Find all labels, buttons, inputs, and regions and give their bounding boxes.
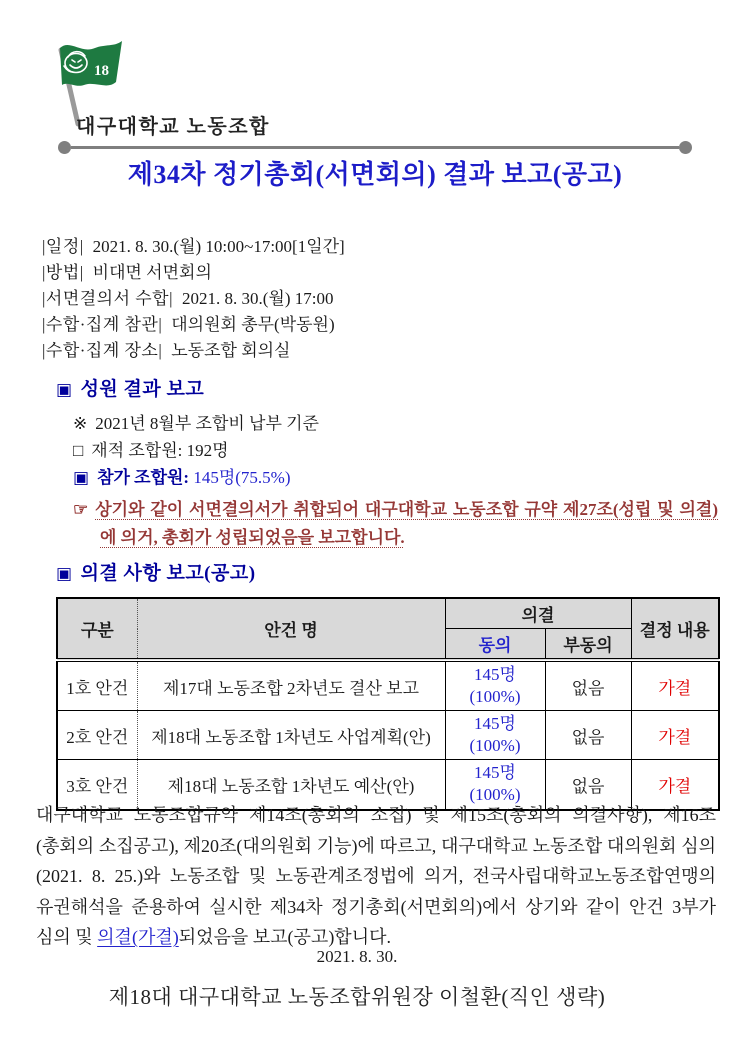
divider-line <box>71 146 679 149</box>
col-header-vote-group: 의결 <box>445 598 631 629</box>
dues-basis-line <box>73 410 718 437</box>
info-label: |수합·집계 참관| <box>42 315 163 334</box>
quorum-note-text: 상기와 같이 서면결의서가 취합되어 대구대학교 노동조합 규약 제27조(성립 및 의결)에 의거, 총회가 성립되었음을 보고합니다. <box>95 500 718 547</box>
cell-disagree: 없음 <box>545 660 631 711</box>
closing-text-part1: 대구대학교 노동조합규약 제14조(총회의 소집) 및 제15조(총회의 의결사항), 제16조(총회의 소집공고), 제20조(대의원회 기능)에 따르고, 대구대학교 노동조합 대의원회 심의(2021. 8. 25.)와 노동조합 및 노동관계조정법에 의거, 전국사립대학교노동조합연맹의 유권해석을 준용하여 실시한 제34차 정기총회(서면회의)에서 상기와 같이 안건 3부가 심의 및 <box>36 805 716 947</box>
enrolled-label: 재적 조합원: <box>91 441 183 460</box>
col-header-decision: 결정 내용 <box>631 598 719 660</box>
empty-square-icon: □ <box>73 441 84 460</box>
info-value: 대의원회 총무(박동원) <box>171 315 335 334</box>
table-row <box>57 660 719 711</box>
section-title: 성원 결과 보고 <box>80 379 205 400</box>
quorum-section <box>56 374 718 552</box>
attended-value: 145명(75.5%) <box>193 468 291 487</box>
divider-dot-right-icon <box>679 141 692 154</box>
resolution-highlight: 의결(가결) <box>97 927 179 947</box>
info-line-schedule <box>42 234 345 260</box>
cell-category: 2호 안건 <box>57 711 137 760</box>
closing-paragraph <box>36 800 716 953</box>
report-date: 2021. 8. 30. <box>316 947 398 966</box>
info-value: 2021. 8. 30.(월) 17:00 <box>182 289 334 308</box>
flag-cloth-icon <box>60 41 122 86</box>
meeting-info-list <box>42 234 345 364</box>
filled-square-icon: ▣ <box>73 468 90 487</box>
agree-count: 145명 <box>474 714 516 734</box>
cell-disagree: 없음 <box>545 711 631 760</box>
info-value: 2021. 8. 30.(월) 10:00~17:00[1일간] <box>92 237 345 256</box>
pointing-hand-icon: ☞ <box>73 500 89 519</box>
section-bullet-icon: ▣ <box>56 564 73 583</box>
reference-mark-icon: ※ <box>73 414 88 433</box>
enrolled-value: 192명 <box>186 441 229 460</box>
cell-agree <box>445 711 545 760</box>
cell-decision: 가결 <box>631 760 719 810</box>
info-line-method <box>42 260 345 286</box>
agree-count: 145명 <box>474 665 516 684</box>
info-label: |일정| <box>42 237 84 256</box>
divider-dot-left-icon <box>58 141 71 154</box>
agree-percent: (100%) <box>469 736 521 756</box>
table-row <box>57 711 719 760</box>
cell-disagree: 없음 <box>545 760 631 810</box>
resolution-table <box>56 597 720 811</box>
page-title: 제34차 정기총회(서면회의) 결과 보고(공고) <box>127 160 623 189</box>
info-line-collection <box>42 286 345 312</box>
resolution-section <box>56 558 718 811</box>
info-label: |서면결의서 수합| <box>42 289 174 308</box>
col-header-category: 구분 <box>57 598 137 660</box>
cell-category: 1호 안건 <box>57 660 137 711</box>
agree-percent: (100%) <box>469 785 521 805</box>
cell-agree <box>445 660 545 711</box>
quorum-section-header <box>56 374 718 401</box>
cell-agenda: 제18대 노동조합 1차년도 예산(안) <box>137 760 445 810</box>
org-name: 대구대학교 노동조합 <box>76 116 270 138</box>
cell-decision: 가결 <box>631 660 719 711</box>
col-header-agenda: 안건 명 <box>137 598 445 660</box>
header-divider <box>58 141 692 154</box>
dues-basis-text: 2021년 8월부 조합비 납부 기준 <box>95 414 319 433</box>
agree-count: 145명 <box>474 763 516 783</box>
flag-number: 18 <box>94 63 109 79</box>
info-label: |수합·집계 장소| <box>42 341 163 360</box>
info-value: 노동조합 회의실 <box>171 341 291 360</box>
info-line-place <box>42 338 345 364</box>
attended-label: 참가 조합원: <box>97 468 190 487</box>
info-line-observer <box>42 312 345 338</box>
info-value: 비대면 서면회의 <box>92 263 212 282</box>
closing-text-part2: 되었음을 보고(공고)합니다. <box>178 927 391 947</box>
chairman-signature: 제18대 대구대학교 노동조합위원장 이철환(직인 생략) <box>108 985 606 1009</box>
section-title: 의결 사항 보고(공고) <box>80 563 256 584</box>
section-bullet-icon: ▣ <box>56 380 73 399</box>
cell-agenda: 제18대 노동조합 1차년도 사업계획(안) <box>137 711 445 760</box>
enrolled-members-line <box>73 437 718 464</box>
info-label: |방법| <box>42 263 84 282</box>
col-header-agree: 동의 <box>445 629 545 661</box>
col-header-disagree: 부동의 <box>545 629 631 661</box>
agree-percent: (100%) <box>469 687 521 707</box>
quorum-note <box>73 496 718 552</box>
cell-agenda: 제17대 노동조합 2차년도 결산 보고 <box>137 660 445 711</box>
resolution-section-header <box>56 558 718 585</box>
cell-category: 3호 안건 <box>57 760 137 810</box>
quorum-items <box>56 410 718 552</box>
attended-members-line <box>73 464 718 491</box>
cell-decision: 가결 <box>631 711 719 760</box>
